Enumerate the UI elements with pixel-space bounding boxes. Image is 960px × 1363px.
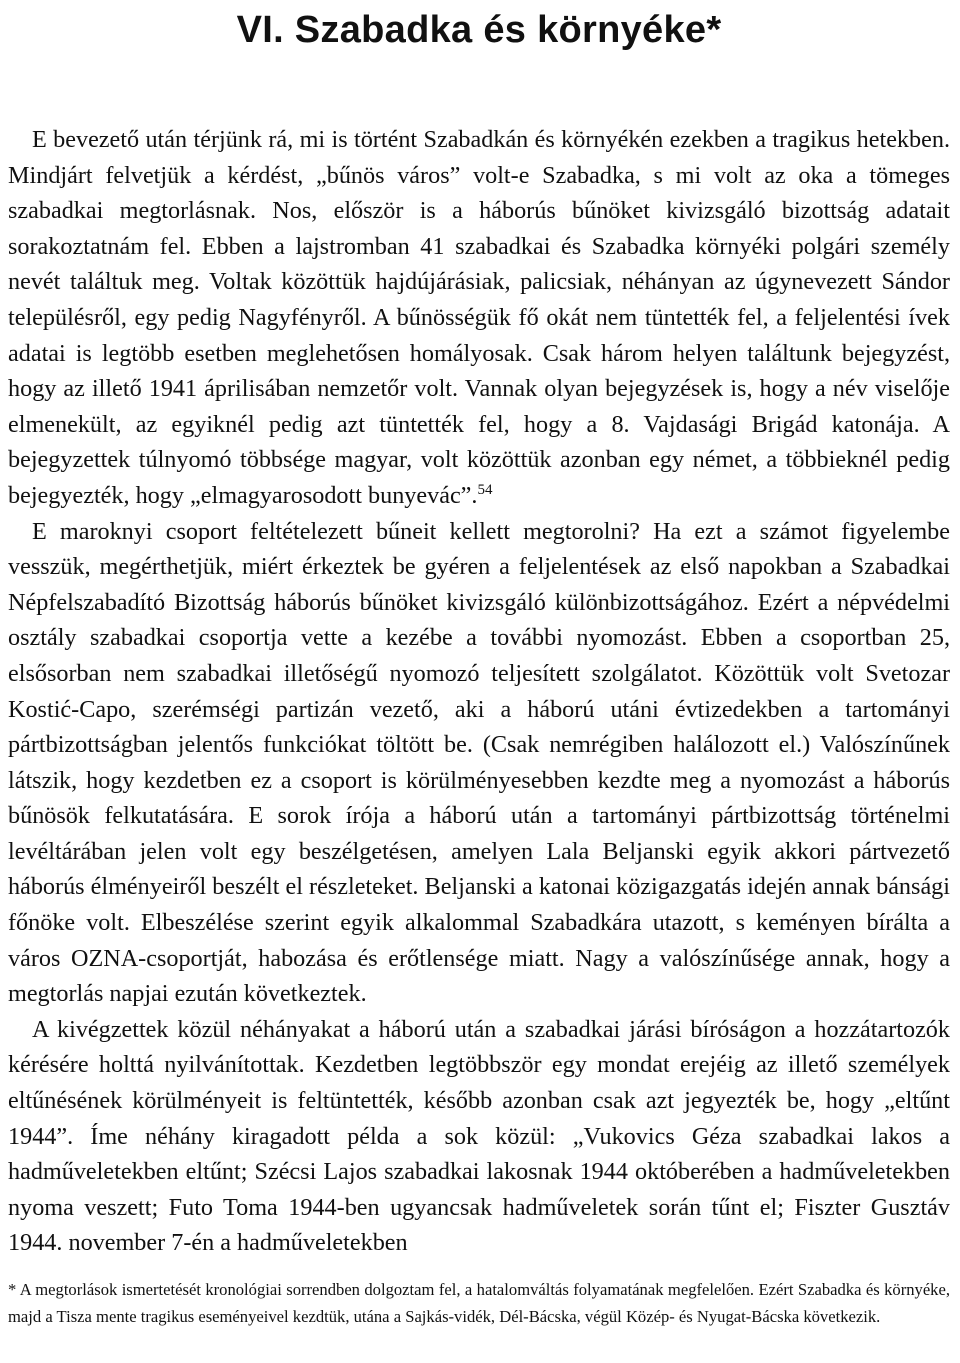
footnote: * A megtorlások ismertetését kronológiai sorrendben dolgoztam fel, a hatalomváltás folyamatának megfelelően. Ezért Szabadka és környéke, majd a Tisza mente tragikus eseményeivel kezdtük, utána a Sajkás-vidék, Dél-Bácska, végül Közép- és Nyugat-Bácska következik.: [8, 1280, 950, 1326]
paragraph-1: [8, 122, 950, 514]
paragraph-2: E maroknyi csoport feltételezett bűneit kellett megtorolni? Ha ezt a számot figyelembe vesszük, megérthetjük, miért érkeztek be gyéren a feljelentések az első napokban a Szabadkai Népfelszabadító Bizottság háborús bűnöket kivizsgáló különbizottságához. Ezért a népvédelmi osztály szabadkai csoportja vette a kezébe a további nyomozást. Ebben a csoportban 25, elsősorban nem szabadkai illetőségű nyomozó teljesített szolgálatot. Közöttük volt Svetozar Kostić-Capo, szerémségi partizán vezető, aki a háború utáni évtizedekben a tartományi pártbizottságban jelentős funkciókat töltött be. (Csak nemrégiben halálozott el.) Valószínűnek látszik, hogy kezdetben ez a csoport is körülményesebben kezdte meg a nyomozást a háborús bűnösök felkutatására. E sorok írója a háború után a tartományi pártbizottság történelmi levéltárában jelen volt egy beszélgetésen, amelyen Lala Beljanski egyik akkori pártvezető háborús élményeiről beszélt el részleteket. Beljanski a katonai közigazgatás idején annak bánsági főnöke volt. Elbeszélése szerint egyik alkalommal Szabadkára utazott, s keményen bírálta a város OZNA-csoportját, habozása és erőtlensége miatt. Nagy a valószínűsége annak, hogy a megtorlás napjai ezután következtek.: [8, 517, 950, 1008]
paragraph-3: A kivégzettek közül néhányakat a háború után a szabadkai járási bíróságon a hozzátartozók kérésére holttá nyilvánítottak. Kezdetben legtöbbször egy mondat erejéig az illető személyek eltűnésének körülményeit is feltüntették, később azonban csak azt jegyezték be, hogy „eltűnt 1944”. Íme néhány kiragadott példa a sok közül: „Vukovics Géza szabadkai lakos a hadműveletekben eltűnt; Szécsi Lajos szabadkai lakosnak 1944 októberében a hadműveletekben nyoma veszett; Futo Toma 1944-ben ugyancsak hadműveletek során tűnt el; Fiszter Gusztáv 1944. november 7-én a hadműveletekben: [8, 1015, 950, 1257]
paragraph-1-text: E bevezető után térjünk rá, mi is történt Szabadkán és környékén ezekben a tragikus hetekben. Mindjárt felvetjük a kérdést, „bűnös város” volt-e Szabadka, s mi volt az oka a tömeges szabadkai megtorlásnak. Nos, először is a háborús bűnöket kivizsgáló bizottság adatait sorakoztatnám fel. Ebben a lajstromban 41 szabadkai és Szabadka környéki polgári személy nevét találtuk meg. Voltak közöttük hajdújárásiak, palicsiak, néhányan az úgynevezett Sándor településről, egy pedig Nagyfényről. A bűnösségük fő okát nem tüntették fel, a feljelentési ívek adatai is legtöbb esetben meglehetősen homályosak. Csak három helyen találtunk bejegyzést, hogy az illető 1941 áprilisában nemzetőr volt. Vannak olyan bejegyzések is, hogy a név viselője elmenekült, az egyiknél pedig azt tüntették fel, hogy a 8. Vajdasági Brigád katonája. A bejegyzettek túlnyomó többsége magyar, volt közöttük azonban egy német, a többieknél pedig bejegyezték, hogy „elmagyarosodott bunyevác”.: [8, 126, 950, 509]
page-title: VI. Szabadka és környéke*: [236, 9, 722, 51]
body-text: [8, 122, 950, 1261]
footnote-reference: 54: [477, 481, 493, 498]
